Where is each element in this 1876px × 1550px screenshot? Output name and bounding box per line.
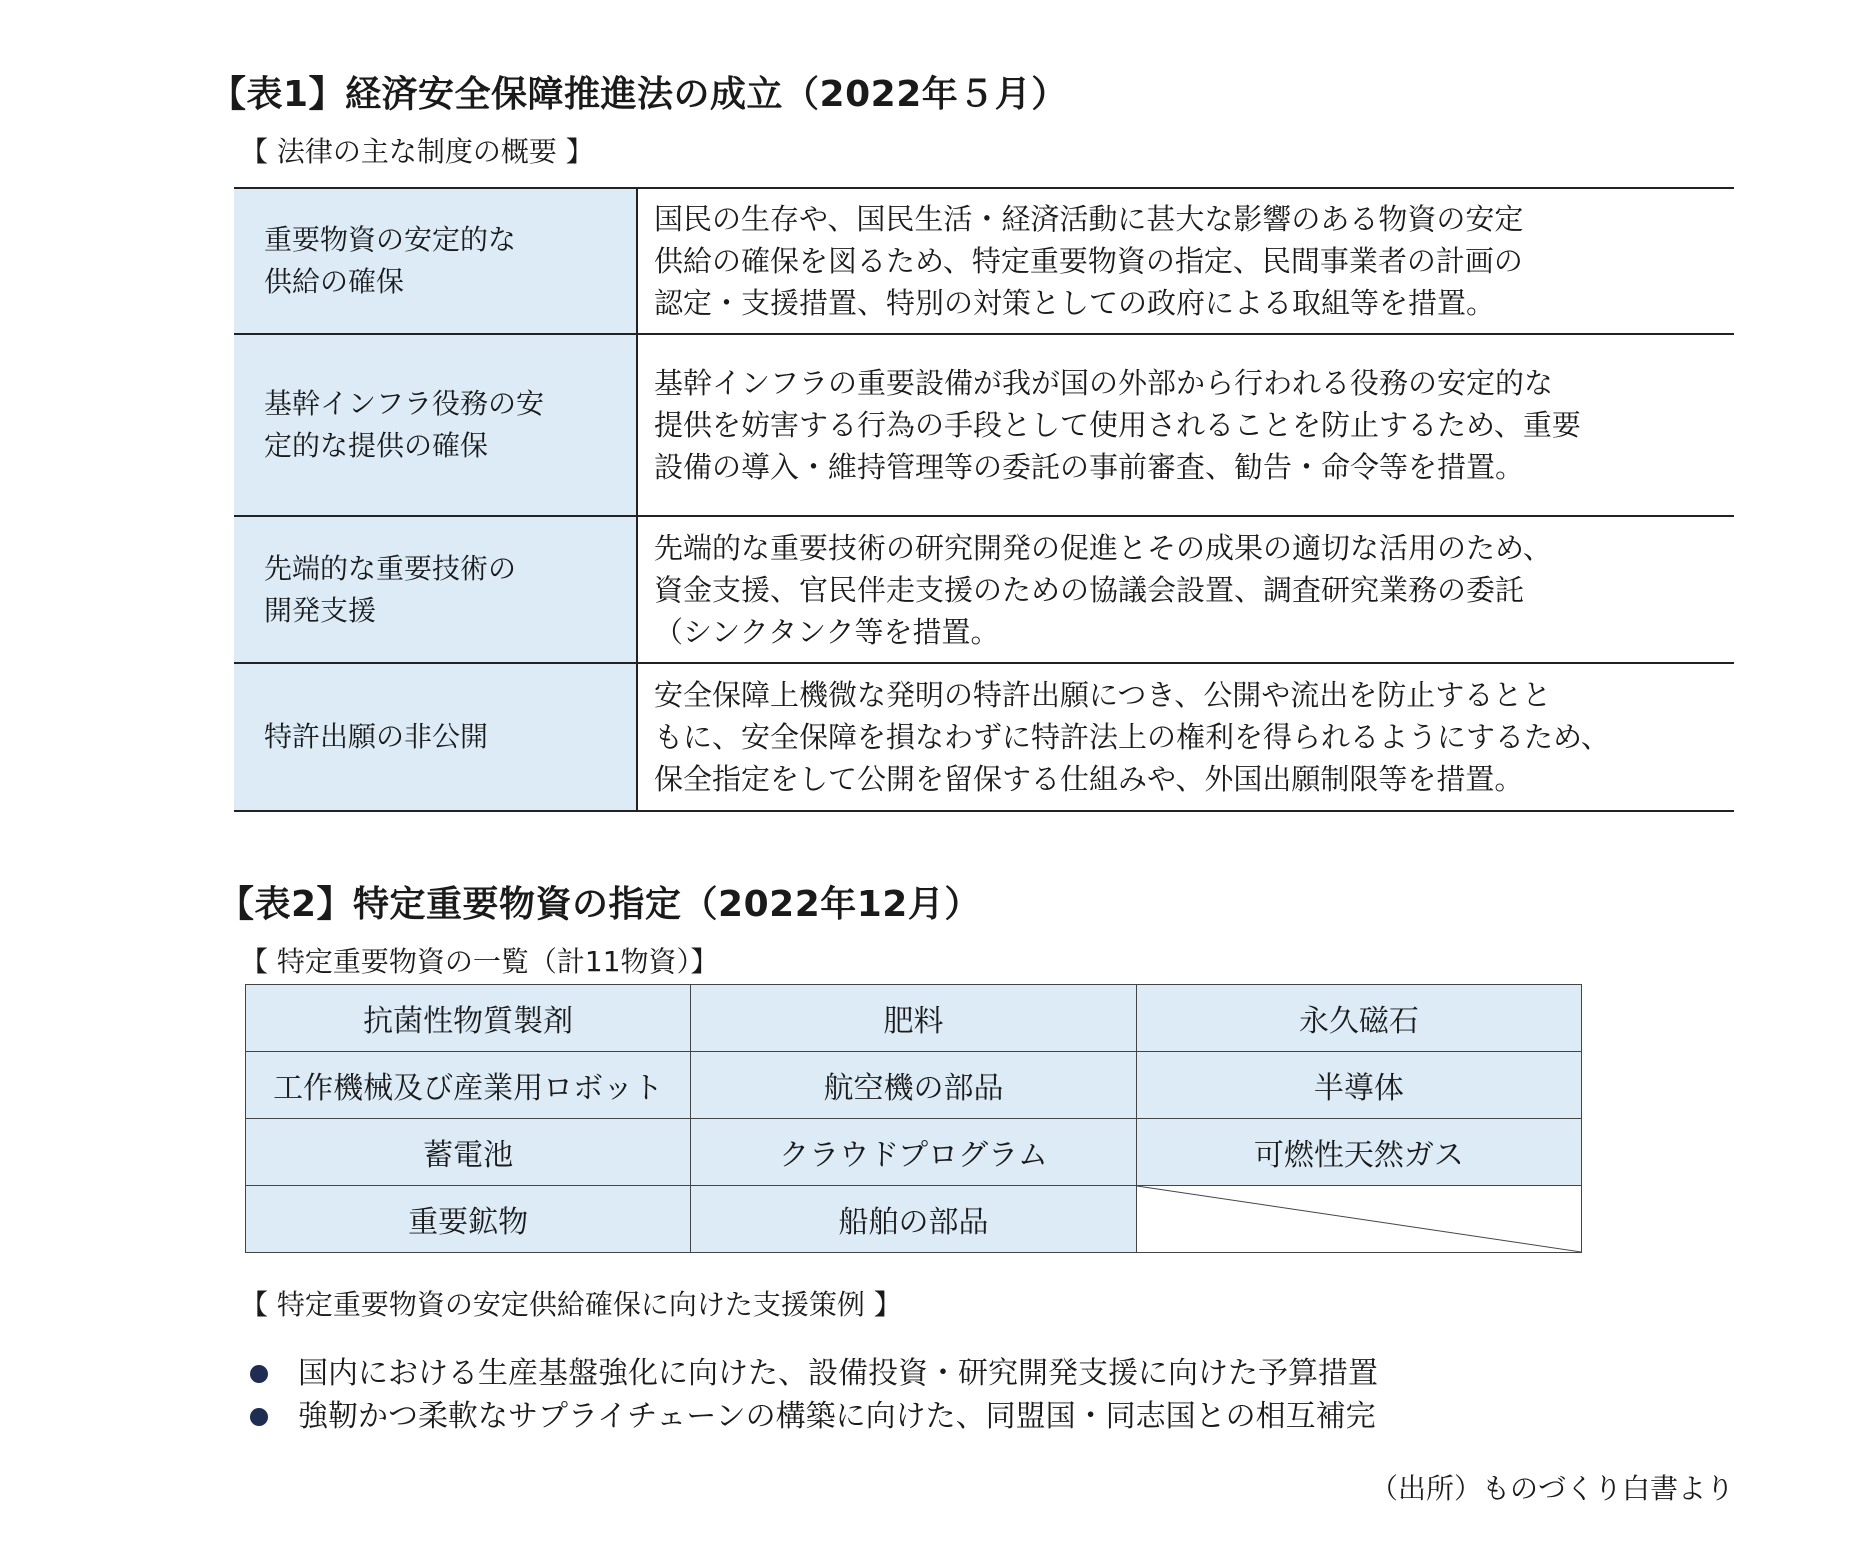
- bullet-icon: [250, 1408, 268, 1426]
- table-row: [234, 516, 1734, 663]
- specified-materials-table: [245, 984, 1582, 1253]
- table-cell: 抗菌性物質製剤: [246, 985, 691, 1052]
- table-row: [246, 1052, 1582, 1119]
- table-cell: 蓄電池: [246, 1119, 691, 1186]
- table-row: [246, 1119, 1582, 1186]
- table-cell: クラウドプログラム: [691, 1119, 1136, 1186]
- table2-title: 【表2】特定重要物資の指定（2022年12月）: [218, 884, 981, 925]
- row-description: 安全保障上機微な発明の特許出願につき、公開や流出を防止するとと もに、安全保障を損なわずに特許法上の権利を得られるようにするため、 保全指定をして公開を留保する仕組みや、外国出願制限等を措置。: [637, 663, 1734, 811]
- table-cell: 航空機の部品: [691, 1052, 1136, 1119]
- row-label: 基幹インフラ役務の安 定的な提供の確保: [234, 334, 637, 516]
- table-cell: 永久磁石: [1136, 985, 1581, 1052]
- table-cell: 工作機械及び産業用ロボット: [246, 1052, 691, 1119]
- table-row: [246, 1186, 1582, 1253]
- table-cell: 可燃性天然ガス: [1136, 1119, 1581, 1186]
- empty-cell-diagonal: [1136, 1186, 1581, 1253]
- table-row: [234, 188, 1734, 334]
- row-description: 先端的な重要技術の研究開発の促進とその成果の適切な活用のため、 資金支援、官民伴走支援のための協議会設置、調査研究業務の委託 （シンクタンク等を措置。: [637, 516, 1734, 663]
- table-cell: 半導体: [1136, 1052, 1581, 1119]
- law-overview-table: [234, 187, 1734, 812]
- row-label: 特許出願の非公開: [234, 663, 637, 811]
- table1-subtitle: 【 法律の主な制度の概要 】: [240, 135, 594, 168]
- table-cell: 重要鉱物: [246, 1186, 691, 1253]
- support-subtitle: 【 特定重要物資の安定供給確保に向けた支援策例 】: [240, 1288, 902, 1321]
- table-row: [234, 334, 1734, 516]
- table-cell: 肥料: [691, 985, 1136, 1052]
- row-description: 基幹インフラの重要設備が我が国の外部から行われる役務の安定的な 提供を妨害する行為の手段として使用されることを防止するため、重要 設備の導入・維持管理等の委託の事前審査、勧告・命令等を措置。: [637, 334, 1734, 516]
- row-description: 国民の生存や、国民生活・経済活動に甚大な影響のある物資の安定 供給の確保を図るため、特定重要物資の指定、民間事業者の計画の 認定・支援措置、特別の対策としての政府による取組等を措置。: [637, 188, 1734, 334]
- row-label: 重要物資の安定的な 供給の確保: [234, 188, 637, 334]
- row-label: 先端的な重要技術の 開発支援: [234, 516, 637, 663]
- bullet-icon: [250, 1365, 268, 1383]
- source-note: （出所）ものづくり白書より: [1369, 1472, 1734, 1505]
- list-item: 国内における生産基盤強化に向けた、設備投資・研究開発支援に向けた予算措置: [250, 1352, 1378, 1395]
- list-item: 強靭かつ柔軟なサプライチェーンの構築に向けた、同盟国・同志国との相互補完: [250, 1395, 1378, 1438]
- diagonal-line: [1137, 1186, 1581, 1252]
- table2-subtitle: 【 特定重要物資の一覧（計11物資）】: [240, 945, 719, 978]
- table1-title: 【表1】経済安全保障推進法の成立（2022年５月）: [210, 74, 1068, 115]
- table-row: [234, 663, 1734, 811]
- support-list: [250, 1352, 1378, 1438]
- table-row: [246, 985, 1582, 1052]
- table-cell: 船舶の部品: [691, 1186, 1136, 1253]
